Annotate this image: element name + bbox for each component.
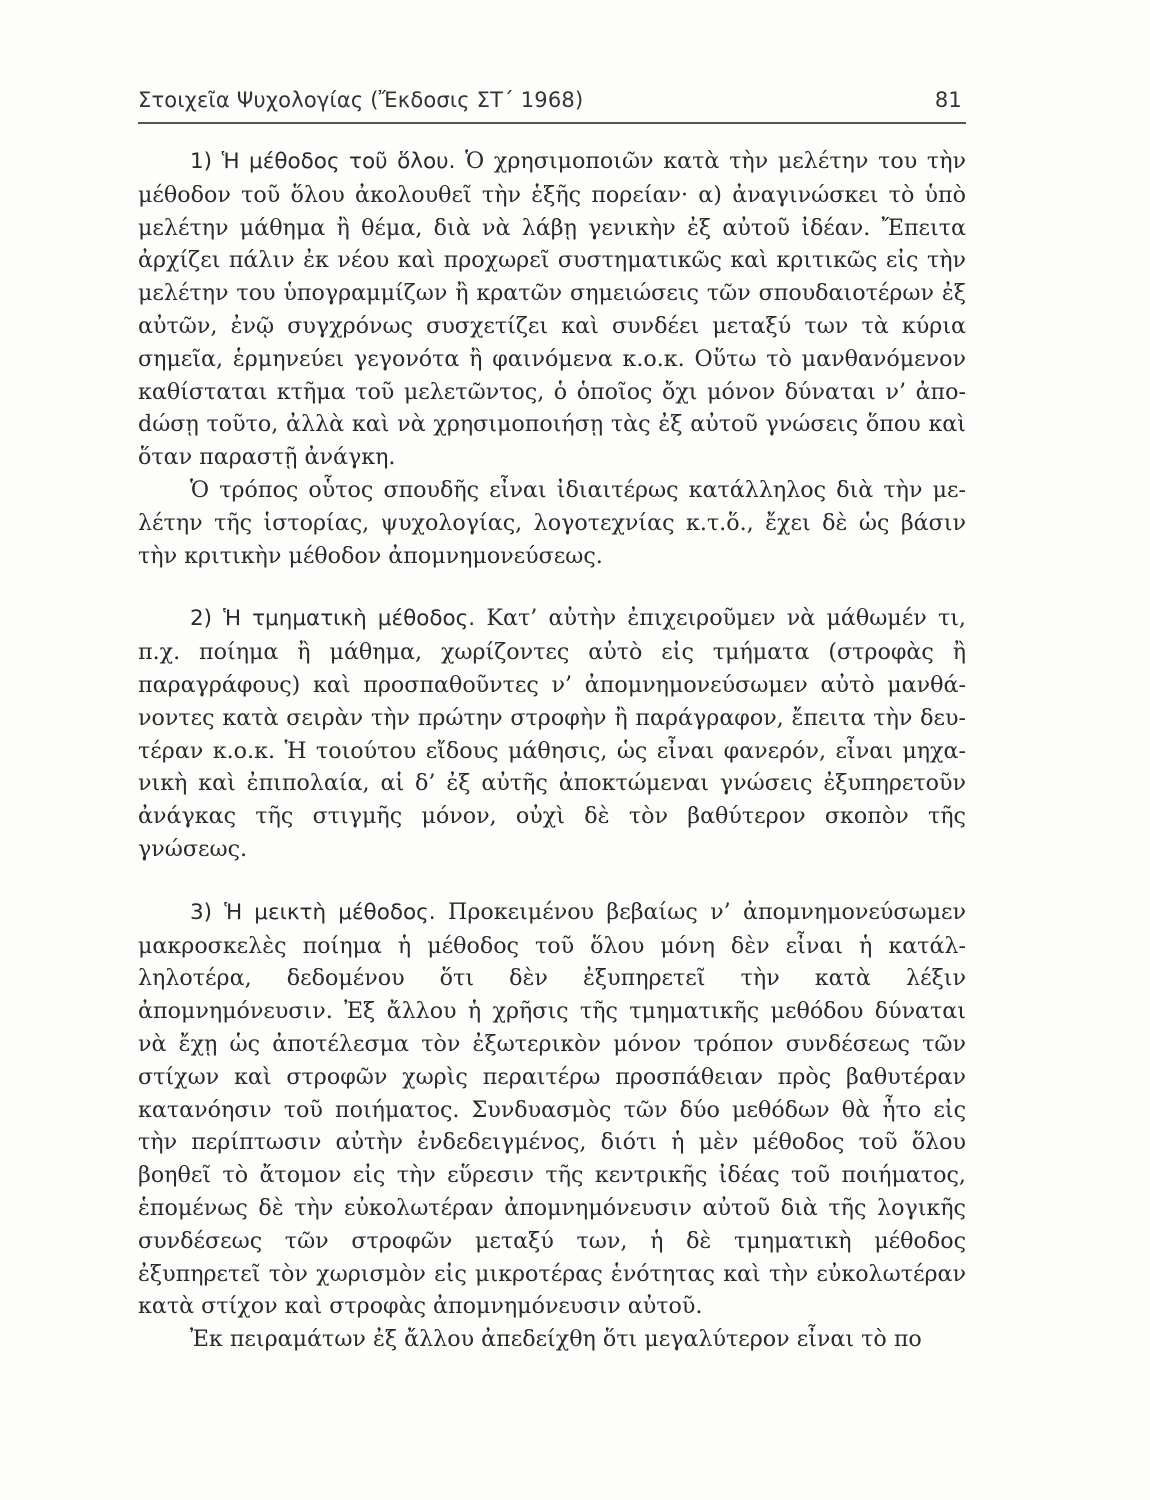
section-1-text-1: Ὁ χρησιμοποιῶν κατὰ τὴν μελέτην του τὴν μέθοδον τοῦ ὅλου ἀκολουθεῖ τὴν ἑξῆς πορείαν· α) ἀναγινώσκει τὸ ὑπὸ μελέτην μάθημα ἢ θέμα, διὰ νὰ λάβῃ γενικὴν ἐξ αὐτοῦ ἰδέαν. Ἔπειτα ἀρχίζει πάλιν ἐκ νέου καὶ προχωρεῖ συστηματικῶς καὶ κριτικῶς εἰς τὴν μελέτην του ὑπογραμμίζων ἢ κρατῶν σημειώσεις τῶν σπουδαιοτέρων ἐξ αὐτῶν, ἐνῷ συγχρόνως συσχετίζει καὶ συνδέει μεταξύ των τὰ κύρια σημεῖα, ἑρμηνεύει γεγονότα ἢ φαινόμενα κ.ο.κ. Οὕτω τὸ μανθανόμενον καθίσταται κτῆμα τοῦ μελετῶντος, ὁ ὁποῖος ὄχι μόνον δύναται ν’ ἀποdώσῃ τοῦτο, ἀλλὰ καὶ νὰ χρησιμοποιήσῃ τὰς ἐξ αὐτοῦ γνώσεις ὅπου καὶ ὅταν παραστῇ ἀνάγκη. <box>138 148 966 471</box>
section-3-text-1: Προκειμένου βεβαίως ν’ ἀπομνημονεύσωμεν μακροσκελὲς ποίημα ἡ μέθοδος τοῦ ὅλου μόνη δὲν εἶναι ἡ κατάλληλοτέρα, δεδομένου ὅτι δὲν ἐξυπηρετεῖ τὴν κατὰ λέξιν ἀπομνημόνευσιν. Ἐξ ἄλλου ἡ χρῆσις τῆς τμηματικῆς μεθόδου δύναται νὰ ἔχῃ ὡς ἀποτέλεσμα τὸν ἐξωτερικὸν μόνον τρόπον συνδέσεως τῶν στίχων καὶ στροφῶν χωρὶς περαιτέρω προσπάθειαν πρὸς βαθυτέραν κατανόησιν τοῦ ποιήματος. Συνδυασμὸς τῶν δύο μεθόδων θὰ ἦτο εἰς τὴν περίπτωσιν αὐτὴν ἐνδεδειγμένος, διότι ἡ μὲν μέθοδος τοῦ ὅλου βοηθεῖ τὸ ἄτομον εἰς τὴν εὕρεσιν τῆς κεντρικῆς ἰδέας τοῦ ποιήματος, ἑπομένως δὲ τὴν εὐκολωτέραν ἀπομνημόνευσιν αὐτοῦ διὰ τῆς λογικῆς συνδέσεως τῶν στροφῶν μεταξύ των, ἡ δὲ τμηματικὴ μέθοδος ἐξυπηρετεῖ τὸν χωρισμὸν εἰς μικροτέρας ἑνότητας καὶ τὴν εὐκολωτέραν κατὰ στίχον καὶ στροφὰς ἀπομνημόνευσιν αὐτοῦ. <box>138 898 967 1320</box>
page-number: 81 <box>934 88 962 112</box>
page-body <box>138 145 966 1356</box>
section-2-text-1: Κατ’ αὐτὴν ἐπιχειροῦμεν νὰ μάθωμέν τι, π.χ. ποίημα ἢ μάθημα, χωρίζοντες αὐτὸ εἰς τμήματα (στροφὰς ἢ παραγράφους) καὶ προσπαθοῦντες ν’ ἀπομνημονεύσωμεν αὐτὸ μανθάνοντες κατὰ σειρὰν τὴν πρώτην στροφὴν ἢ παράγραφον, ἔπειτα τὴν δευτέραν κ.ο.κ. Ἡ τοιούτου εἴδους μάθησις, ὡς εἶναι φανερόν, εἶναι μηχανικὴ καὶ ἐπιπολαία, αἱ δ’ ἐξ αὐτῆς ἀποκτώμεναι γνώσεις ἐξυπηρετοῦν ἀνάγκας τῆς στιγμῆς μόνον, οὐχὶ δὲ τὸν βαθύτερον σκοπὸν τῆς γνώσεως. <box>138 605 966 862</box>
section-1-paragraph-1 <box>138 145 966 474</box>
section-3-paragraph-2: Ἐκ πειραμάτων ἐξ ἄλλου ἀπεδείχθη ὅτι μεγαλύτερον εἶναι τὸ πο <box>190 1326 922 1353</box>
page-header <box>138 88 966 116</box>
section-3-heading: 3) Ἡ μεικτὴ μέθοδος. <box>190 899 436 925</box>
section-2-paragraph-1 <box>138 602 966 865</box>
header-rule <box>138 122 966 124</box>
section-1-heading: 1) Ἡ μέθοδος τοῦ ὅλου. <box>190 149 456 174</box>
section-1-paragraph-2: Ὁ τρόπος οὗτος σπουδῆς εἶναι ἰδιαιτέρως κατάλληλος διὰ τὴν μελέτην τῆς ἱστορίας, ψυχολογίας, λογοτεχνίας κ.τ.ὅ., ἔχει δὲ ὡς βάσιν τὴν κριτικὴν μέθοδον ἀπομνημονεύσεως. <box>138 476 966 569</box>
book-page <box>138 0 966 1500</box>
running-title: Στοιχεῖα Ψυχολογίας (Ἔκδοσις ΣΤ΄ 1968) <box>138 88 584 112</box>
section-2-heading: 2) Ἡ τμηματικὴ μέθοδος. <box>190 606 476 632</box>
section-3-paragraph-1 <box>138 896 966 1323</box>
